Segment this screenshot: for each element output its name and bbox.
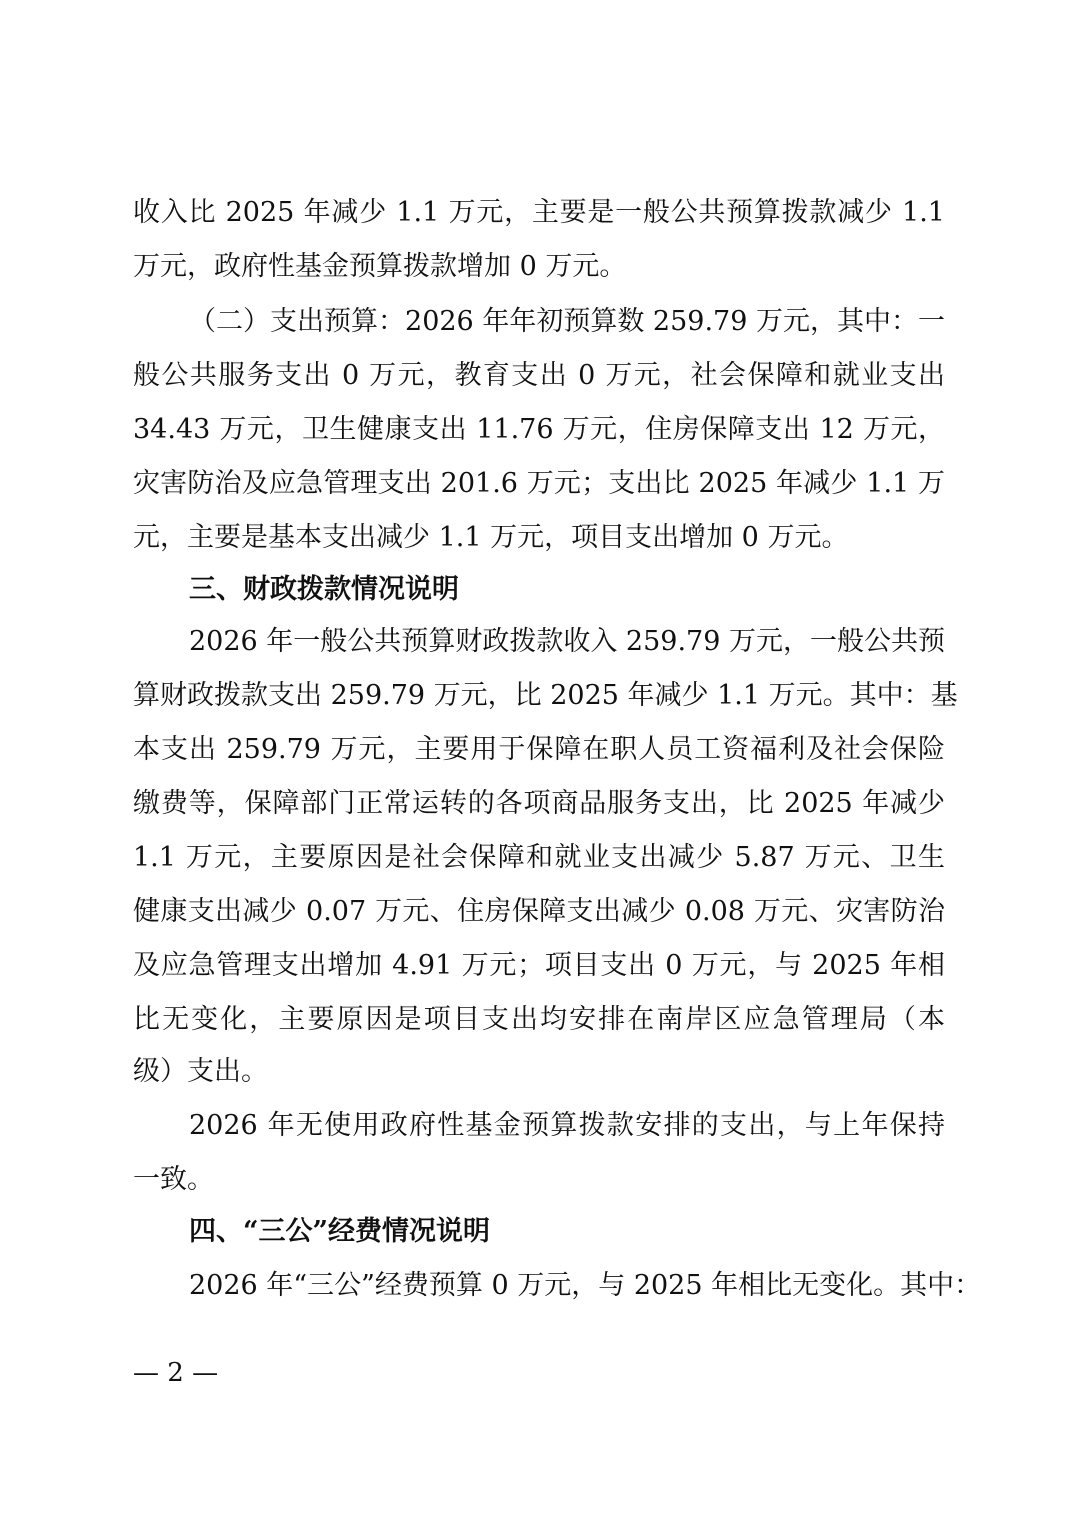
paragraph-line: 2026 年无使用政府性基金预算拨款安排的支出，与上年保持 [189,1110,945,1141]
paragraph-line: 元，主要是基本支出减少 1.1 万元，项目支出增加 0 万元。 [133,522,849,553]
paragraph-line: 一致。 [133,1164,214,1195]
paragraph-line: 收入比 2025 年减少 1.1 万元，主要是一般公共预算拨款减少 1.1 [133,197,945,228]
paragraph-line: （二）支出预算：2026 年年初预算数 259.79 万元，其中：一 [189,306,945,337]
section-heading: 三、财政拨款情况说明 [189,574,459,605]
paragraph-line: 缴费等，保障部门正常运转的各项商品服务支出，比 2025 年减少 [133,788,945,819]
paragraph-line: 般公共服务支出 0 万元，教育支出 0 万元，社会保障和就业支出 [133,360,945,391]
paragraph-line: 比无变化，主要原因是项目支出均安排在南岸区应急管理局（本 [133,1004,945,1035]
paragraph-line: 万元，政府性基金预算拨款增加 0 万元。 [133,251,627,282]
paragraph-line: 算财政拨款支出 259.79 万元，比 2025 年减少 1.1 万元。其中：基 [133,680,958,711]
paragraph-line: 1.1 万元，主要原因是社会保障和就业支出减少 5.87 万元、卫生 [133,842,945,873]
paragraph-line: 2026 年“三公”经费预算 0 万元，与 2025 年相比无变化。其中： [189,1270,982,1301]
paragraph-line: 健康支出减少 0.07 万元、住房保障支出减少 0.08 万元、灾害防治 [133,896,945,927]
paragraph-line: 级）支出。 [133,1056,268,1087]
section-heading: 四、“三公”经费情况说明 [189,1216,491,1247]
paragraph-line: 本支出 259.79 万元，主要用于保障在职人员工资福利及社会保险 [133,734,945,765]
paragraph-line: 34.43 万元，卫生健康支出 11.76 万元，住房保障支出 12 万元， [133,414,945,445]
paragraph-line: 2026 年一般公共预算财政拨款收入 259.79 万元，一般公共预 [189,626,945,657]
page-number: — 2 — [133,1358,219,1388]
paragraph-line: 及应急管理支出增加 4.91 万元；项目支出 0 万元，与 2025 年相 [133,950,945,981]
paragraph-line: 灾害防治及应急管理支出 201.6 万元；支出比 2025 年减少 1.1 万 [133,468,945,499]
